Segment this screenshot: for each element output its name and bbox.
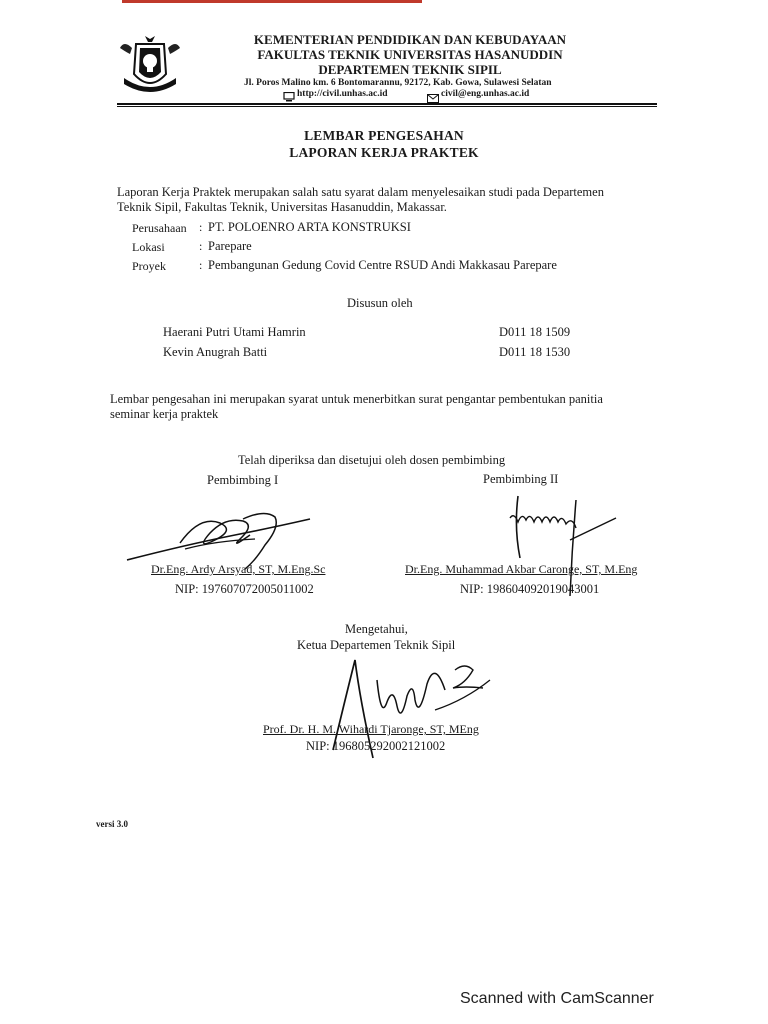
supervisor2-nip: NIP: 198604092019043001 bbox=[460, 582, 600, 596]
faculty-name: FAKULTAS TEKNIK UNIVERSITAS HASANUDDIN bbox=[257, 47, 563, 62]
acknowledgement-line-1: Mengetahui, bbox=[345, 622, 408, 636]
intro-line-1: Laporan Kerja Praktek merupakan salah satu syarat dalam menyelesaikan studi pada Departemen bbox=[117, 185, 604, 199]
letterhead-rule bbox=[117, 103, 657, 105]
website-link[interactable]: http://civil.unhas.ac.id bbox=[297, 89, 388, 99]
university-crest-logo bbox=[118, 34, 182, 96]
detail-value-project: Pembangunan Gedung Covid Centre RSUD Andi Makkasau Parepare bbox=[208, 258, 557, 272]
computer-icon bbox=[283, 89, 295, 99]
purpose-line-2: seminar kerja praktek bbox=[110, 407, 219, 421]
supervisor1-role: Pembimbing I bbox=[207, 473, 279, 487]
document-subtitle: LAPORAN KERJA PRAKTEK bbox=[289, 145, 479, 160]
detail-colon: : bbox=[199, 239, 203, 253]
letterhead-rule-thin bbox=[117, 106, 657, 107]
supervisor1-name: Dr.Eng. Ardy Arsyad, ST, M.Eng.Sc bbox=[151, 562, 326, 576]
author-name-1: Haerani Putri Utami Hamrin bbox=[163, 325, 306, 339]
intro-line-2: Teknik Sipil, Fakultas Teknik, Universitas Hasanuddin, Makassar. bbox=[117, 200, 447, 214]
address: Jl. Poros Malino km. 6 Bontomarannu, 92172, Kab. Gowa, Sulawesi Selatan bbox=[244, 78, 552, 88]
document-title: LEMBAR PENGESAHAN bbox=[304, 128, 464, 143]
email-link[interactable]: civil@eng.unhas.ac.id bbox=[441, 89, 530, 99]
detail-colon: : bbox=[199, 220, 203, 234]
department-head-nip: NIP: 196805292002121002 bbox=[306, 739, 446, 753]
scanner-watermark: Scanned with CamScanner bbox=[460, 990, 654, 1007]
approval-heading: Telah diperiksa dan disetujui oleh dosen pembimbing bbox=[238, 453, 506, 467]
document-version: versi 3.0 bbox=[96, 819, 128, 829]
supervisor1-nip: NIP: 197607072005011002 bbox=[175, 582, 314, 596]
author-name-2: Kevin Anugrah Batti bbox=[163, 345, 268, 359]
authors-heading: Disusun oleh bbox=[347, 296, 413, 310]
supervisor2-name: Dr.Eng. Muhammad Akbar Caronge, ST, M.Eng bbox=[405, 562, 638, 576]
detail-value-location: Parepare bbox=[208, 239, 252, 253]
acknowledgement-line-2: Ketua Departemen Teknik Sipil bbox=[297, 638, 456, 652]
detail-label-location: Lokasi bbox=[132, 240, 165, 254]
detail-label-project: Proyek bbox=[132, 259, 166, 273]
detail-colon: : bbox=[199, 258, 203, 272]
purpose-line-1: Lembar pengesahan ini merupakan syarat untuk menerbitkan surat pengantar pembentukan panitia bbox=[110, 392, 603, 406]
ministry-name: KEMENTERIAN PENDIDIKAN DAN KEBUDAYAAN bbox=[253, 32, 567, 47]
author-id-1: D011 18 1509 bbox=[499, 325, 571, 339]
detail-label-company: Perusahaan bbox=[132, 221, 187, 235]
author-id-2: D011 18 1530 bbox=[499, 345, 571, 359]
scan-edge-mark bbox=[122, 0, 422, 3]
supervisor2-role: Pembimbing II bbox=[483, 472, 559, 486]
department-name: DEPARTEMEN TEKNIK SIPIL bbox=[318, 62, 502, 77]
envelope-icon bbox=[427, 90, 439, 99]
department-head-name: Prof. Dr. H. M. Wihardi Tjaronge, ST, MEng bbox=[263, 722, 479, 736]
detail-value-company: PT. POLOENRO ARTA KONSTRUKSI bbox=[208, 220, 411, 234]
